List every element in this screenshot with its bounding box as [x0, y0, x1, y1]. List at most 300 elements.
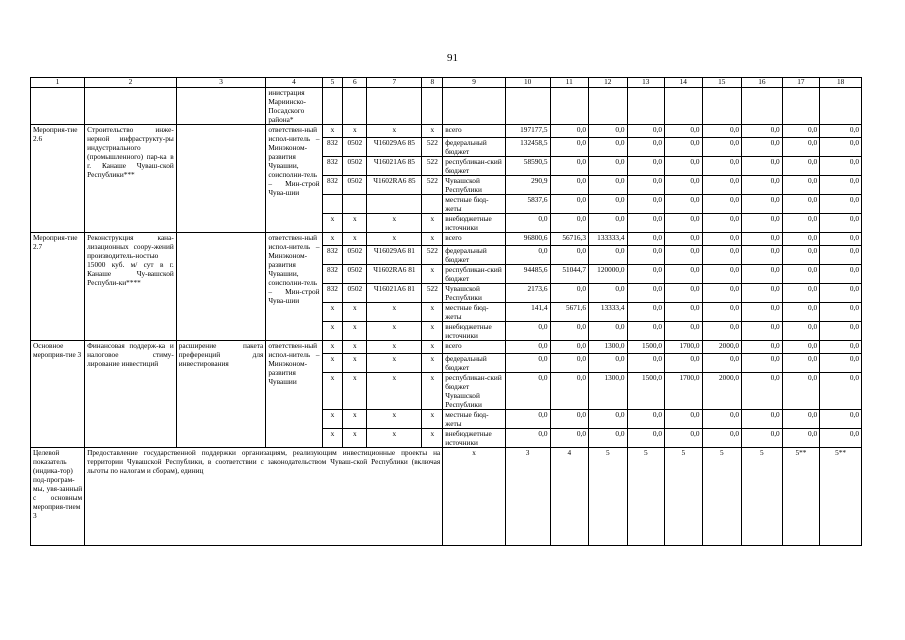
amount-cell: 0,0 [550, 138, 589, 157]
empty-cell [343, 88, 367, 125]
amount-cell: 0,0 [702, 410, 742, 429]
indicator-value-cell: 5 [702, 448, 742, 546]
amount-cell: 0,0 [665, 303, 702, 322]
expense-type-cell: 522 [422, 138, 443, 157]
amount-cell: 0,0 [505, 214, 550, 233]
amount-cell: 13333,4 [589, 303, 628, 322]
column-header: 17 [782, 78, 819, 88]
amount-cell: 0,0 [820, 176, 862, 195]
executor-cell: ответствен-ный испол-нитель – Минэконом-развития Чувашии, соисполни-тель – Мин-строй Чува-шии [266, 125, 322, 233]
amount-cell: 0,0 [589, 138, 628, 157]
expense-type-cell: 522 [422, 284, 443, 303]
column-header: 3 [176, 78, 266, 88]
amount-cell: 0,0 [742, 157, 783, 176]
funding-source-cell: местные бюд-жеты [443, 195, 505, 214]
amount-cell: 0,0 [782, 303, 819, 322]
amount-cell: 0,0 [550, 284, 589, 303]
target-article-cell: x [367, 354, 422, 373]
activity-name-cell: Реконструкция кана-лизационных соору-жений производитель-ностью 15000 куб. м/ сут в г. Канаше Чу-вашской Республи-ки**** [85, 233, 177, 341]
amount-cell: 120000,0 [589, 265, 628, 284]
amount-cell: 0,0 [665, 195, 702, 214]
funding-source-cell: республикан-ский бюджет [443, 265, 505, 284]
column-header: 6 [343, 78, 367, 88]
amount-cell: 5671,6 [550, 303, 589, 322]
amount-cell: 0,0 [820, 410, 862, 429]
amount-cell: 0,0 [550, 176, 589, 195]
amount-cell: 0,0 [665, 214, 702, 233]
grbs-cell: 832 [322, 138, 343, 157]
amount-cell: 0,0 [742, 341, 783, 354]
column-header: 1 [31, 78, 85, 88]
amount-cell: 0,0 [742, 322, 783, 341]
amount-cell: 0,0 [702, 195, 742, 214]
grbs-cell [322, 195, 343, 214]
target-article-cell: x [367, 214, 422, 233]
section-code-cell: 0502 [343, 246, 367, 265]
budget-table [30, 77, 862, 546]
expense-type-cell: 522 [422, 176, 443, 195]
executor-cell: ответствен-ный испол-нитель – Минэконом-развития Чувашии, соисполни-тель – Мин-строй Чува-шии [266, 233, 322, 341]
amount-cell: 0,0 [589, 322, 628, 341]
target-article-cell: x [367, 429, 422, 448]
activity-goal-cell [176, 233, 266, 341]
amount-cell: 0,0 [782, 246, 819, 265]
amount-cell: 0,0 [589, 246, 628, 265]
amount-cell: 0,0 [702, 354, 742, 373]
target-article-cell: Ч16029А6 81 [367, 246, 422, 265]
target-article-cell: Ч1602RА6 85 [367, 176, 422, 195]
activity-name-cell: Финансовая поддерж-ка и налоговое стиму-лирование инвестиций [85, 341, 177, 448]
amount-cell: 0,0 [627, 214, 664, 233]
amount-cell: 0,0 [665, 138, 702, 157]
expense-type-cell: 522 [422, 246, 443, 265]
column-header: 16 [742, 78, 783, 88]
amount-cell: 0,0 [665, 125, 702, 138]
amount-cell: 0,0 [505, 373, 550, 410]
section-code-cell: x [343, 410, 367, 429]
amount-cell: 0,0 [742, 214, 783, 233]
column-header: 8 [422, 78, 443, 88]
empty-cell [627, 88, 664, 125]
amount-cell: 0,0 [589, 157, 628, 176]
amount-cell: 1500,0 [627, 373, 664, 410]
funding-source-cell: Чувашской Республики [443, 284, 505, 303]
grbs-cell: x [322, 303, 343, 322]
amount-cell: 0,0 [820, 284, 862, 303]
expense-type-cell: x [422, 322, 443, 341]
amount-cell: 0,0 [782, 176, 819, 195]
amount-cell: 1300,0 [589, 341, 628, 354]
empty-cell [702, 88, 742, 125]
amount-cell: 0,0 [742, 125, 783, 138]
amount-cell: 0,0 [742, 410, 783, 429]
funding-source-cell: всего [443, 341, 505, 354]
expense-type-cell: x [422, 373, 443, 410]
amount-cell: 0,0 [589, 284, 628, 303]
target-article-cell: x [367, 341, 422, 354]
amount-cell: 0,0 [820, 429, 862, 448]
expense-type-cell: x [422, 410, 443, 429]
amount-cell: 0,0 [550, 341, 589, 354]
activity-name-cell: Строительство инже-нерной инфраструкту-ры индустриального (промышленного) пар-ка в г. Канаше Чуваш-ской Республики*** [85, 125, 177, 233]
amount-cell: 290,9 [505, 176, 550, 195]
amount-cell: 1500,0 [627, 341, 664, 354]
amount-cell: 0,0 [820, 265, 862, 284]
amount-cell: 0,0 [505, 322, 550, 341]
funding-source-cell: Чувашской Республики [443, 176, 505, 195]
target-article-cell: Ч1602RА6 81 [367, 265, 422, 284]
amount-cell: 0,0 [702, 125, 742, 138]
indicator-value-cell: 5** [820, 448, 862, 546]
amount-cell: 0,0 [782, 429, 819, 448]
section-code-cell: x [343, 233, 367, 246]
amount-cell: 0,0 [665, 157, 702, 176]
amount-cell: 0,0 [627, 246, 664, 265]
amount-cell: 0,0 [589, 176, 628, 195]
indicator-row [31, 448, 862, 546]
amount-cell: 0,0 [627, 429, 664, 448]
funding-source-cell: федеральный бюджет [443, 138, 505, 157]
amount-cell: 2000,0 [702, 373, 742, 410]
amount-cell: 0,0 [820, 214, 862, 233]
amount-cell: 0,0 [782, 373, 819, 410]
amount-cell: 1700,0 [665, 373, 702, 410]
amount-cell: 0,0 [505, 354, 550, 373]
section-code-cell [343, 195, 367, 214]
indicator-value-cell: 4 [550, 448, 589, 546]
expense-type-cell: x [422, 341, 443, 354]
funding-source-cell: республикан-ский бюджет [443, 157, 505, 176]
column-header: 5 [322, 78, 343, 88]
amount-cell: 0,0 [742, 429, 783, 448]
amount-cell: 0,0 [665, 233, 702, 246]
amount-cell: 0,0 [550, 410, 589, 429]
empty-cell [505, 88, 550, 125]
indicator-value-cell: 5 [627, 448, 664, 546]
grbs-cell: 832 [322, 284, 343, 303]
funding-source-cell: внебюджетные источники [443, 214, 505, 233]
amount-cell: 0,0 [627, 265, 664, 284]
empty-cell [820, 88, 862, 125]
indicator-value-cell: 5 [589, 448, 628, 546]
amount-cell: 0,0 [627, 410, 664, 429]
indicator-x-cell: x [443, 448, 505, 546]
amount-cell: 0,0 [782, 341, 819, 354]
section-code-cell: x [343, 125, 367, 138]
empty-cell [367, 88, 422, 125]
funding-source-cell: местные бюд-жеты [443, 410, 505, 429]
target-article-cell [367, 195, 422, 214]
column-header: 18 [820, 78, 862, 88]
amount-cell: 0,0 [782, 233, 819, 246]
grbs-cell: x [322, 322, 343, 341]
grbs-cell: x [322, 233, 343, 246]
amount-cell: 56716,3 [550, 233, 589, 246]
amount-cell: 1300,0 [589, 373, 628, 410]
amount-cell: 0,0 [627, 176, 664, 195]
target-article-cell: x [367, 233, 422, 246]
target-article-cell: x [367, 373, 422, 410]
amount-cell: 0,0 [782, 410, 819, 429]
activity-code-cell: Мероприя-тие 2.7 [31, 233, 85, 341]
amount-cell: 132458,5 [505, 138, 550, 157]
grbs-cell: x [322, 429, 343, 448]
amount-cell: 0,0 [627, 125, 664, 138]
table-row [31, 233, 862, 246]
amount-cell: 0,0 [820, 246, 862, 265]
amount-cell: 0,0 [550, 354, 589, 373]
target-article-cell: x [367, 322, 422, 341]
amount-cell: 0,0 [820, 373, 862, 410]
amount-cell: 0,0 [665, 265, 702, 284]
amount-cell: 197177,5 [505, 125, 550, 138]
amount-cell: 0,0 [589, 214, 628, 233]
amount-cell: 2173,6 [505, 284, 550, 303]
amount-cell: 0,0 [742, 284, 783, 303]
empty-cell [176, 88, 266, 125]
amount-cell: 0,0 [782, 354, 819, 373]
section-code-cell: x [343, 429, 367, 448]
grbs-cell: 832 [322, 157, 343, 176]
amount-cell: 0,0 [702, 322, 742, 341]
column-header: 12 [589, 78, 628, 88]
amount-cell: 0,0 [505, 341, 550, 354]
indicator-text-cell: Предоставление государственной поддержки организациям, реализующим инвестиционные проекты на территории Чувашской Республики, в соответствии с законодательством Чуваш-ской Республики (включая льготы по налогам и сборам), единиц [85, 448, 443, 546]
amount-cell: 0,0 [820, 322, 862, 341]
amount-cell: 0,0 [782, 284, 819, 303]
amount-cell: 0,0 [665, 246, 702, 265]
amount-cell: 0,0 [702, 284, 742, 303]
amount-cell: 0,0 [589, 125, 628, 138]
amount-cell: 2000,0 [702, 341, 742, 354]
column-header: 14 [665, 78, 702, 88]
activity-code-cell: Мероприя-тие 2.6 [31, 125, 85, 233]
column-header: 7 [367, 78, 422, 88]
funding-source-cell: республикан-ский бюджет Чувашской Республики [443, 373, 505, 410]
amount-cell: 0,0 [742, 265, 783, 284]
grbs-cell: x [322, 214, 343, 233]
amount-cell: 0,0 [550, 429, 589, 448]
empty-cell [782, 88, 819, 125]
amount-cell: 0,0 [782, 265, 819, 284]
grbs-cell: x [322, 341, 343, 354]
amount-cell: 0,0 [627, 195, 664, 214]
indicator-label-cell: Целевой показатель (индика-тор) под-програм-мы, увя-занный с основным мероприя-тием 3 [31, 448, 85, 546]
amount-cell: 0,0 [627, 233, 664, 246]
amount-cell: 0,0 [782, 157, 819, 176]
amount-cell: 0,0 [550, 157, 589, 176]
amount-cell: 5837,6 [505, 195, 550, 214]
column-header: 4 [266, 78, 322, 88]
grbs-cell: x [322, 373, 343, 410]
amount-cell: 0,0 [820, 354, 862, 373]
section-code-cell: x [343, 303, 367, 322]
amount-cell: 0,0 [702, 176, 742, 195]
amount-cell: 0,0 [742, 246, 783, 265]
amount-cell: 0,0 [665, 429, 702, 448]
table-row [31, 125, 862, 138]
amount-cell: 0,0 [782, 138, 819, 157]
funding-source-cell: всего [443, 125, 505, 138]
activity-goal-cell: расширение пакета преференций для инвестирования [176, 341, 266, 448]
empty-cell [443, 88, 505, 125]
grbs-cell: x [322, 125, 343, 138]
target-article-cell: Ч16021А6 85 [367, 157, 422, 176]
column-header: 10 [505, 78, 550, 88]
amount-cell: 0,0 [665, 176, 702, 195]
column-header: 9 [443, 78, 505, 88]
empty-cell [85, 88, 177, 125]
amount-cell: 96800,6 [505, 233, 550, 246]
expense-type-cell: x [422, 265, 443, 284]
expense-type-cell [422, 195, 443, 214]
amount-cell: 0,0 [782, 214, 819, 233]
grbs-cell: x [322, 354, 343, 373]
page-number: 91 [447, 52, 458, 64]
activity-code-cell: Основное мероприя-тие 3 [31, 341, 85, 448]
amount-cell: 0,0 [742, 176, 783, 195]
empty-cell [665, 88, 702, 125]
amount-cell: 0,0 [589, 195, 628, 214]
funding-source-cell: всего [443, 233, 505, 246]
expense-type-cell: x [422, 354, 443, 373]
amount-cell: 0,0 [627, 354, 664, 373]
amount-cell: 0,0 [550, 195, 589, 214]
column-header: 13 [627, 78, 664, 88]
amount-cell: 0,0 [702, 233, 742, 246]
activity-goal-cell [176, 125, 266, 233]
indicator-value-cell: 5 [665, 448, 702, 546]
amount-cell: 0,0 [550, 125, 589, 138]
amount-cell: 0,0 [702, 303, 742, 322]
grbs-cell: 832 [322, 176, 343, 195]
amount-cell: 0,0 [550, 246, 589, 265]
amount-cell: 0,0 [665, 284, 702, 303]
empty-cell [742, 88, 783, 125]
funding-source-cell: федеральный бюджет [443, 354, 505, 373]
executor-cell: ответствен-ный испол-нитель – Минэконом-развития Чувашии [266, 341, 322, 448]
amount-cell: 0,0 [550, 214, 589, 233]
amount-cell: 0,0 [627, 157, 664, 176]
target-article-cell: Ч16021А6 81 [367, 284, 422, 303]
section-code-cell: x [343, 341, 367, 354]
continuation-row [31, 88, 862, 125]
amount-cell: 58590,5 [505, 157, 550, 176]
funding-source-cell: внебюджетные источники [443, 322, 505, 341]
amount-cell: 0,0 [702, 214, 742, 233]
amount-cell: 0,0 [820, 125, 862, 138]
target-article-cell: Ч16029А6 85 [367, 138, 422, 157]
amount-cell: 0,0 [627, 303, 664, 322]
amount-cell: 0,0 [742, 195, 783, 214]
expense-type-cell: x [422, 303, 443, 322]
empty-cell [589, 88, 628, 125]
amount-cell: 0,0 [742, 373, 783, 410]
expense-type-cell: x [422, 125, 443, 138]
section-code-cell: 0502 [343, 284, 367, 303]
funding-source-cell: внебюджетные источники [443, 429, 505, 448]
amount-cell: 0,0 [505, 429, 550, 448]
amount-cell: 1700,0 [665, 341, 702, 354]
amount-cell: 0,0 [820, 341, 862, 354]
table-row [31, 341, 862, 354]
amount-cell: 0,0 [820, 195, 862, 214]
expense-type-cell: x [422, 429, 443, 448]
amount-cell: 141,4 [505, 303, 550, 322]
amount-cell: 94485,6 [505, 265, 550, 284]
amount-cell: 0,0 [702, 429, 742, 448]
empty-cell [322, 88, 343, 125]
amount-cell: 0,0 [702, 265, 742, 284]
amount-cell: 0,0 [820, 303, 862, 322]
header-row [31, 78, 862, 88]
amount-cell: 0,0 [627, 284, 664, 303]
indicator-value-cell: 5** [782, 448, 819, 546]
section-code-cell: x [343, 214, 367, 233]
amount-cell: 0,0 [665, 410, 702, 429]
section-code-cell: x [343, 322, 367, 341]
expense-type-cell: 522 [422, 157, 443, 176]
executor-cell: инистрация Мариинско-Посадского района* [266, 88, 322, 125]
grbs-cell: x [322, 410, 343, 429]
amount-cell: 133333,4 [589, 233, 628, 246]
expense-type-cell: x [422, 214, 443, 233]
amount-cell: 0,0 [820, 138, 862, 157]
amount-cell: 0,0 [742, 354, 783, 373]
amount-cell: 0,0 [627, 138, 664, 157]
amount-cell: 0,0 [782, 195, 819, 214]
column-header: 2 [85, 78, 177, 88]
section-code-cell: 0502 [343, 138, 367, 157]
amount-cell: 0,0 [782, 322, 819, 341]
amount-cell: 0,0 [589, 429, 628, 448]
amount-cell: 0,0 [589, 354, 628, 373]
amount-cell: 0,0 [820, 233, 862, 246]
target-article-cell: x [367, 125, 422, 138]
amount-cell: 0,0 [505, 246, 550, 265]
amount-cell: 0,0 [742, 233, 783, 246]
section-code-cell: x [343, 354, 367, 373]
empty-cell [550, 88, 589, 125]
expense-type-cell: x [422, 233, 443, 246]
funding-source-cell: федеральный бюджет [443, 246, 505, 265]
table-body [31, 78, 862, 546]
section-code-cell: 0502 [343, 176, 367, 195]
column-header: 15 [702, 78, 742, 88]
amount-cell: 0,0 [550, 373, 589, 410]
amount-cell: 51044,7 [550, 265, 589, 284]
amount-cell: 0,0 [742, 138, 783, 157]
empty-cell [422, 88, 443, 125]
target-article-cell: x [367, 410, 422, 429]
amount-cell: 0,0 [782, 125, 819, 138]
grbs-cell: 832 [322, 265, 343, 284]
amount-cell: 0,0 [665, 322, 702, 341]
section-code-cell: 0502 [343, 157, 367, 176]
amount-cell: 0,0 [550, 322, 589, 341]
amount-cell: 0,0 [702, 138, 742, 157]
amount-cell: 0,0 [702, 157, 742, 176]
section-code-cell: 0502 [343, 265, 367, 284]
amount-cell: 0,0 [665, 354, 702, 373]
amount-cell: 0,0 [627, 322, 664, 341]
indicator-value-cell: 3 [505, 448, 550, 546]
amount-cell: 0,0 [742, 303, 783, 322]
amount-cell: 0,0 [820, 157, 862, 176]
funding-source-cell: местные бюд-жеты [443, 303, 505, 322]
amount-cell: 0,0 [702, 246, 742, 265]
amount-cell: 0,0 [505, 410, 550, 429]
